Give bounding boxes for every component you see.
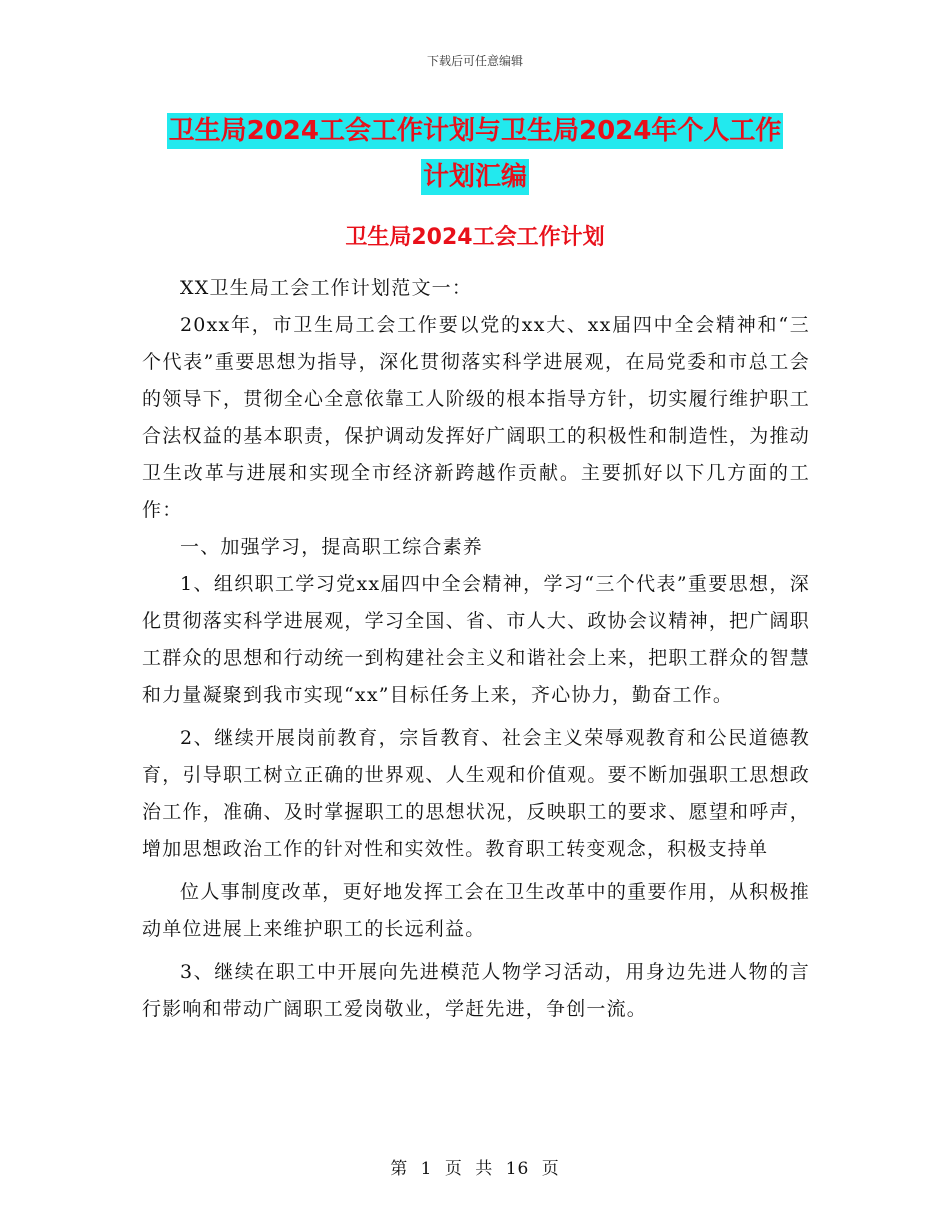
paragraph: 位人事制度改革，更好地发挥工会在卫生改革中的重要作用，从积极推动单位进展上来维护职工的长远利益。 xyxy=(142,881,810,940)
title-line-2: 计划汇编 xyxy=(421,159,529,195)
footer-total-prefix: 共 xyxy=(475,1159,494,1179)
page-number: 1 xyxy=(420,1159,433,1179)
title-line-1: 卫生局2024工会工作计划与卫生局2024年个人工作 xyxy=(167,113,784,149)
page-footer xyxy=(0,1154,950,1179)
header-note: 下载后可任意编辑 xyxy=(426,54,523,68)
paragraph: 20xx年，市卫生局工会工作要以党的xx大、xx届四中全会精神和“三个代表”重要思想为指导，深化贯彻落实科学进展观，在局党委和市总工会的领导下，贯彻全心全意依靠工人阶级的根本指导方针，切实履行维护职工合法权益的基本职责，保护调动发挥好广阔职工的积极性和制造性，为推动卫生改革与进展和实现全市经济新跨越作贡献。主要抓好以下几方面的工作： xyxy=(142,314,810,521)
footer-mid: 页 xyxy=(444,1159,463,1179)
footer-suffix: 页 xyxy=(541,1159,560,1179)
paragraph: XX卫生局工会工作计划范文一： xyxy=(180,277,473,299)
document-title xyxy=(0,108,950,200)
paragraph: 一、加强学习，提高职工综合素养 xyxy=(180,536,484,558)
paragraph: 2、继续开展岗前教育，宗旨教育、社会主义荣辱观教育和公民道德教育，引导职工树立正确的世界观、人生观和价值观。要不断加强职工思想政治工作，准确、及时掌握职工的思想状况，反映职工的要求、愿望和呼声，增加思想政治工作的针对性和实效性。教育职工转变观念，积极支持单 xyxy=(142,727,810,860)
footer-prefix: 第 xyxy=(390,1159,409,1179)
paragraph: 3、继续在职工中开展向先进模范人物学习活动，用身边先进人物的言行影响和带动广阔职工爱岗敬业，学赶先进，争创一流。 xyxy=(142,961,810,1020)
document-body xyxy=(142,270,810,1028)
section-title: 卫生局2024工会工作计划 xyxy=(345,225,605,250)
paragraph: 1、组织职工学习党xx届四中全会精神，学习“三个代表”重要思想，深化贯彻落实科学进展观，学习全国、省、市人大、政协会议精神，把广阔职工群众的思想和行动统一到构建社会主义和谐社会上来，把职工群众的智慧和力量凝聚到我市实现“xx”目标任务上来，齐心协力，勤奋工作。 xyxy=(142,573,810,706)
total-pages: 16 xyxy=(505,1159,530,1179)
